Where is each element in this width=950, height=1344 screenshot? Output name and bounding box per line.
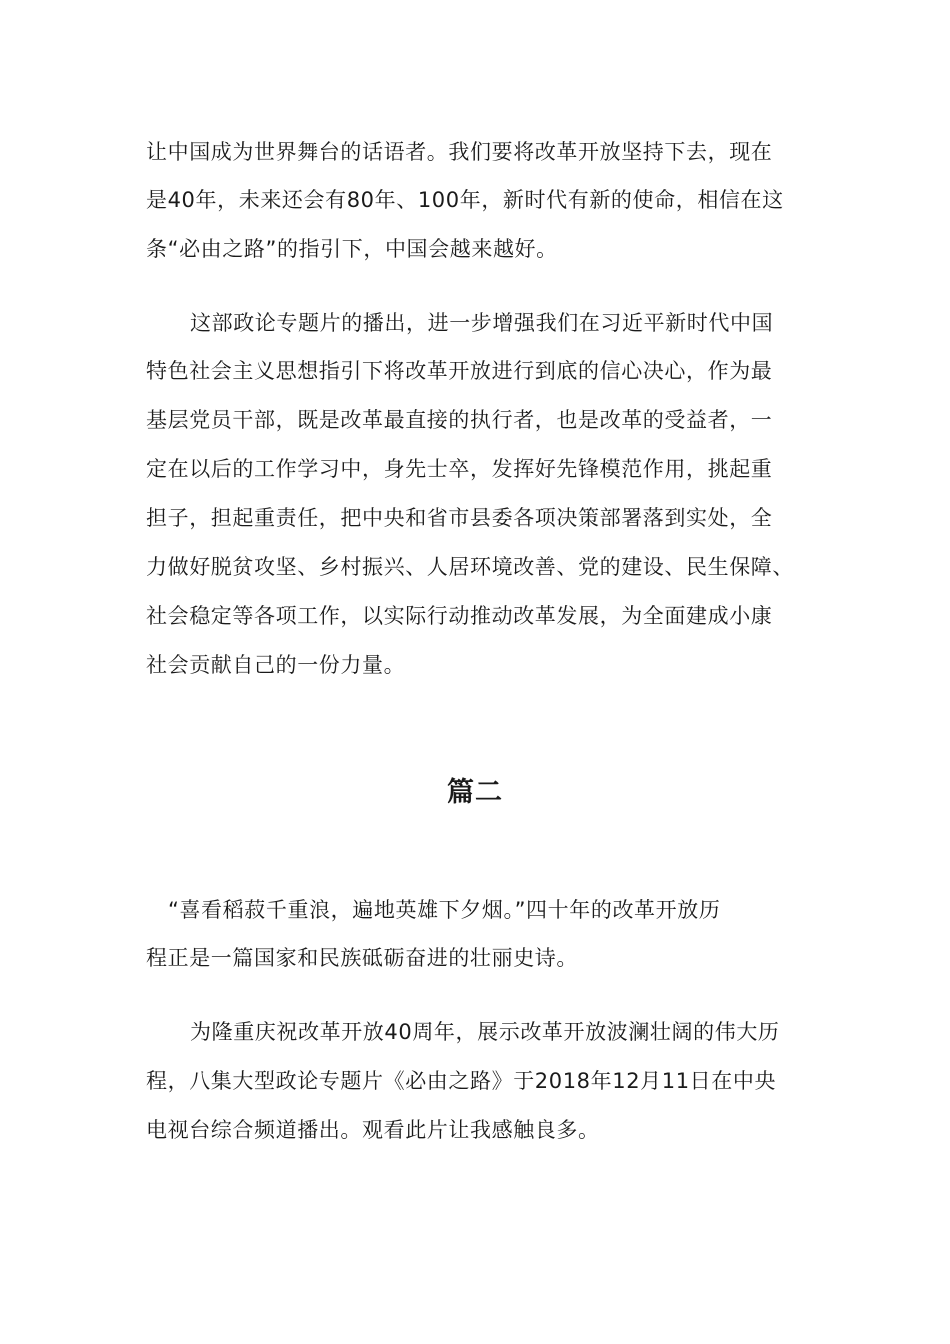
text-line: 社会贡献自己的一份力量。 bbox=[146, 653, 406, 677]
text-line: 力做好脱贫攻坚、乡村振兴、人居环境改善、党的建设、民生保障、 bbox=[146, 555, 794, 579]
text-line: 为隆重庆祝改革开放40周年，展示改革开放波澜壮阔的伟大历 bbox=[190, 1020, 780, 1044]
section-heading: 篇二 bbox=[447, 777, 503, 808]
text-line: 这部政论专题片的播出，进一步增强我们在习近平新时代中国 bbox=[190, 311, 774, 335]
text-line: 条“必由之路”的指引下，中国会越来越好。 bbox=[146, 237, 558, 261]
text-line: 定在以后的工作学习中，身先士卒，发挥好先锋模范作用，挑起重 bbox=[146, 457, 773, 481]
text-line: 是40年，未来还会有80年、100年，新时代有新的使命，相信在这 bbox=[146, 188, 784, 212]
text-line: 基层党员干部，既是改革最直接的执行者，也是改革的受益者，一 bbox=[146, 408, 773, 432]
text-line: 社会稳定等各项工作，以实际行动推动改革发展，为全面建成小康 bbox=[146, 604, 773, 628]
text-line: 电视台综合频道播出。观看此片让我感触良多。 bbox=[146, 1118, 600, 1142]
text-line: 程正是一篇国家和民族砥砺奋进的壮丽史诗。 bbox=[146, 946, 578, 970]
text-line: 让中国成为世界舞台的话语者。我们要将改革开放坚持下去，现在 bbox=[146, 140, 773, 164]
text-line: “喜看稻菽千重浪，遍地英雄下夕烟。”四十年的改革开放历 bbox=[168, 898, 721, 922]
text-line: 特色社会主义思想指引下将改革开放进行到底的信心决心，作为最 bbox=[146, 359, 773, 383]
text-line: 担子，担起重责任，把中央和省市县委各项决策部署落到实处，全 bbox=[146, 506, 773, 530]
text-line: 程，八集大型政论专题片《必由之路》于2018年12月11日在中央 bbox=[146, 1069, 777, 1093]
